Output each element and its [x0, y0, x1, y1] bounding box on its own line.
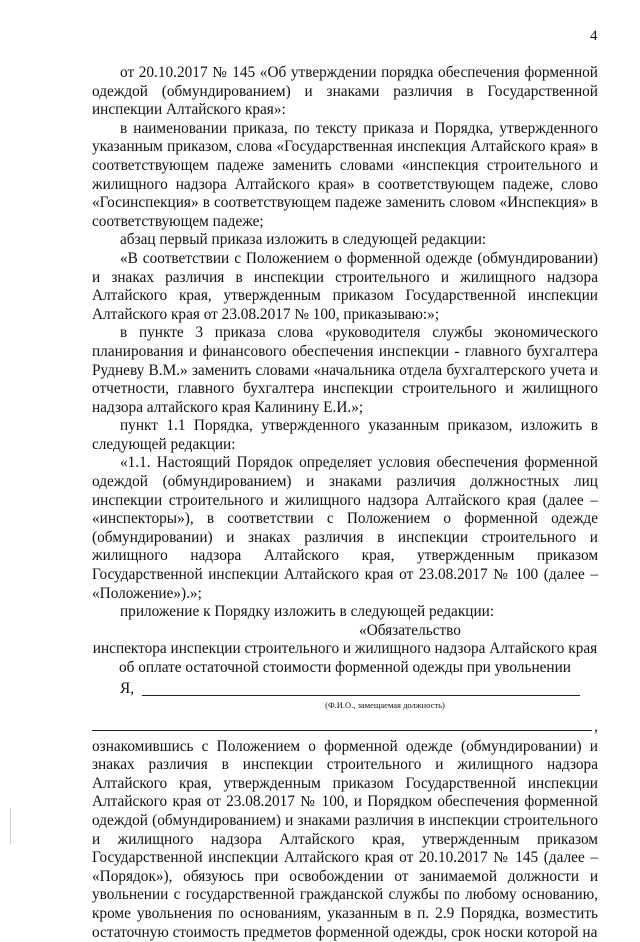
continuation-blank-row — [92, 716, 598, 738]
pledge-body: ознакомившись с Положением о форменной одежде (обмундировании) и знаках различия в инспекции строительного и жилищного надзора Алтайского края, утвержденным приказом Государственной инспекции Алтайского края от 23.08.2017 № 100, и Порядком обеспечения форменной одеждой (обмундированием) и знаками различия в инспекции строительного и жилищного надзора Алтайского края, утвержденным приказом Государственной инспекции Алтайского края от 20.10.2017 № 145 (далее – «Порядок»), обязуюсь при освобождении от занимаемой должности и увольнении с государственной гражданской службы по любому основанию, кроме увольнения по основаниям, указанным в п. 2.9 Порядка, возместить остаточную стоимость предметов форменной одежды, срок носки которой на — [92, 737, 598, 941]
paragraph-first-abzac-intro: абзац первый приказа изложить в следующей редакции: — [120, 231, 487, 249]
paragraph-point-1-1-intro: пункт 1.1 Порядка, утвержденного указанным приказом, изложить в следующей редакции: — [92, 417, 598, 453]
ya-label: Я, — [120, 679, 135, 697]
blank-comma: , — [594, 717, 598, 735]
paragraph-first-abzac-text: «В соответствии с Положением о форменной одежде (обмундировании) и знаках различия в инспекции строительного и жилищного надзора Алтайского края, утвержденным приказом Государственной инспекции Алтайского края от 23.08.2017 № 100, приказываю:»; — [92, 249, 598, 323]
paragraph-rename-clause: в наименовании приказа, по тексту приказа и Порядка, утвержденного указанным приказом, слова «Государственная инспекция Алтайского края» в соответствующем падеже заменить словами «инспекция строительного и жилищного надзора Алтайского края» в соответствующем падеже, слово «Госинспекция» в соответствующем падеже заменить словом «Инспекция» в соответствующем падеже; — [92, 119, 598, 230]
fio-signature-row — [92, 680, 598, 700]
paragraph-point-3: в пункте 3 приказа слова «руководителя службы экономического планирования и финансового обеспечения инспекции - главного бухгалтера Рудневу В.М.» заменить словами «начальника отдела бухгалтерского учета и отчетности, главного бухгалтера инспекции строительного и жилищного надзора алтайского края Калинину Е.И.»; — [92, 324, 598, 416]
continuation-blank-line — [92, 730, 592, 731]
scan-margin-mark — [10, 808, 11, 844]
document-body — [92, 64, 598, 942]
page-number: 4 — [590, 28, 598, 44]
pledge-subtitle: инспектора инспекции строительного и жилищного надзора Алтайского края об оплате остаточной стоимости форменной одежды при увольнении — [92, 640, 598, 676]
paragraph-appendix-intro: приложение к Порядку изложить в следующей редакции: — [120, 603, 495, 621]
fio-blank-line — [142, 695, 580, 696]
paragraph-point-1-1-text: «1.1. Настоящий Порядок определяет условия обеспечения форменной одеждой (обмундированием) и знаками различия должностных лиц инспекции строительного и жилищного надзора Алтайского края (далее – «инспекторы»), в соответствии с Положением о форменной одежде (обмундировании) и знаках различия в инспекции строительного и жилищного надзора Алтайского края, утвержденным приказом Государственной инспекции Алтайского края от 23.08.2017 № 100 (далее – «Положение»).»; — [92, 454, 598, 602]
fio-caption: (Ф.И.О., замещаемая должность) — [325, 699, 445, 710]
pledge-title: «Обязательство — [359, 621, 461, 639]
paragraph-order-reference: от 20.10.2017 № 145 «Об утверждении порядка обеспечения форменной одеждой (обмундированием) и знаками различия в Государственной инспекции Алтайского края»: — [92, 64, 598, 119]
